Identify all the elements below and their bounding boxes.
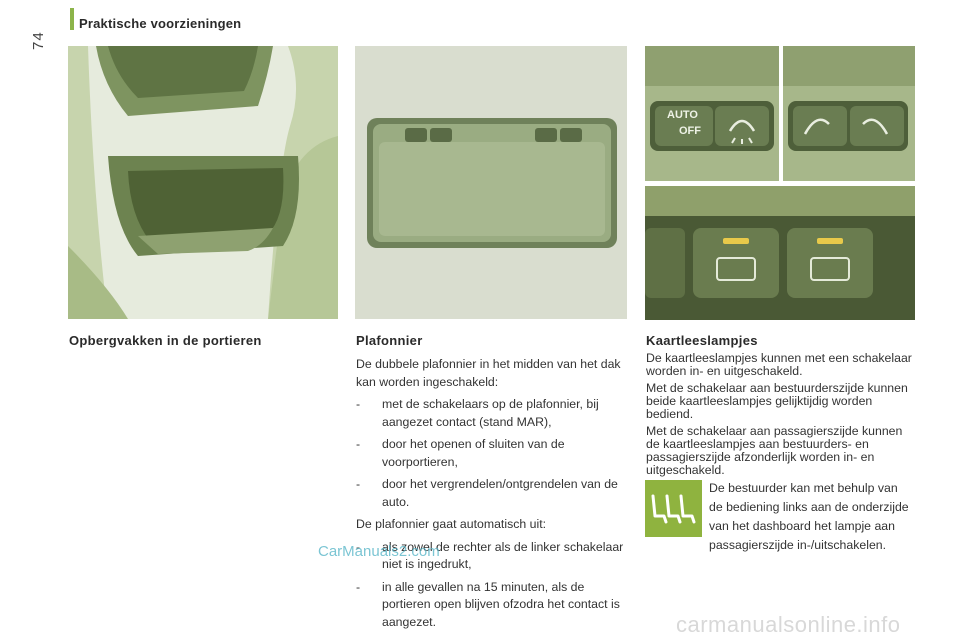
- watermark-right: carmanualsonline.info: [676, 612, 901, 637]
- map-paragraph: De kaartleeslampjes kunnen met een schakelaar worden in- en uitgeschakeld.: [646, 351, 912, 378]
- map-light-switch-driver-photo: [645, 46, 779, 181]
- watermark-left: CarManuals2.com: [318, 543, 440, 560]
- ceiling-intro: De dubbele plafonnier in het midden van het dak kan worden ingeschakeld:: [356, 357, 621, 389]
- list-item: - door het openen of sluiten van de voorportieren,: [356, 436, 628, 471]
- header-accent-bar: [70, 8, 74, 30]
- map-paragraph: Met de schakelaar aan bestuurderszijde kunnen beide kaartleeslampjes gelijktijdig worden bediend.: [646, 381, 908, 421]
- list-item: - als zowel de rechter als de linker schakelaar niet is ingedrukt,: [356, 539, 628, 574]
- ceiling-off-intro: De plafonnier gaat automatisch uit:: [356, 517, 547, 531]
- ceiling-on-list: [356, 396, 628, 511]
- page-header-title: Praktische voorzieningen: [79, 16, 242, 31]
- list-item: - met de schakelaars op de plafonnier, bij aangezet contact (stand MAR),: [356, 396, 628, 431]
- map-lights-tip: De bestuurder kan met behulp van de bediening links aan de onderzijde van het dashboard het lampje aan passagierszijde in-/uitschakelen.: [709, 481, 909, 552]
- list-item: - in alle gevallen na 15 minuten, als de portieren open blijven ofzodra het contact is aangezet.: [356, 579, 628, 632]
- map-light-switch-passenger-photo: [783, 46, 915, 181]
- page-number: 74: [30, 31, 47, 50]
- ceiling-lamp-text: [356, 356, 628, 636]
- off-label: OFF: [679, 125, 701, 137]
- list-item: - door het vergrendelen/ontgrendelen van de auto.: [356, 476, 628, 511]
- door-storage-photo: [68, 46, 338, 319]
- auto-label: AUTO: [667, 109, 698, 121]
- map-lights-text: [646, 352, 918, 481]
- ceiling-lamp-photo: [355, 46, 627, 319]
- map-lights-title: Kaartleeslampjes: [646, 333, 758, 348]
- door-storage-title: Opbergvakken in de portieren: [69, 333, 262, 348]
- seat-tip-icon: [645, 480, 702, 537]
- map-paragraph: Met de schakelaar aan passagierszijde kunnen de kaartleeslampjes aan bestuurders- en passagierszijde afzonderlijk worden in- en uitgeschakeld.: [646, 424, 903, 477]
- dashboard-switches-photo: [645, 186, 915, 320]
- ceiling-lamp-title: Plafonnier: [356, 333, 423, 348]
